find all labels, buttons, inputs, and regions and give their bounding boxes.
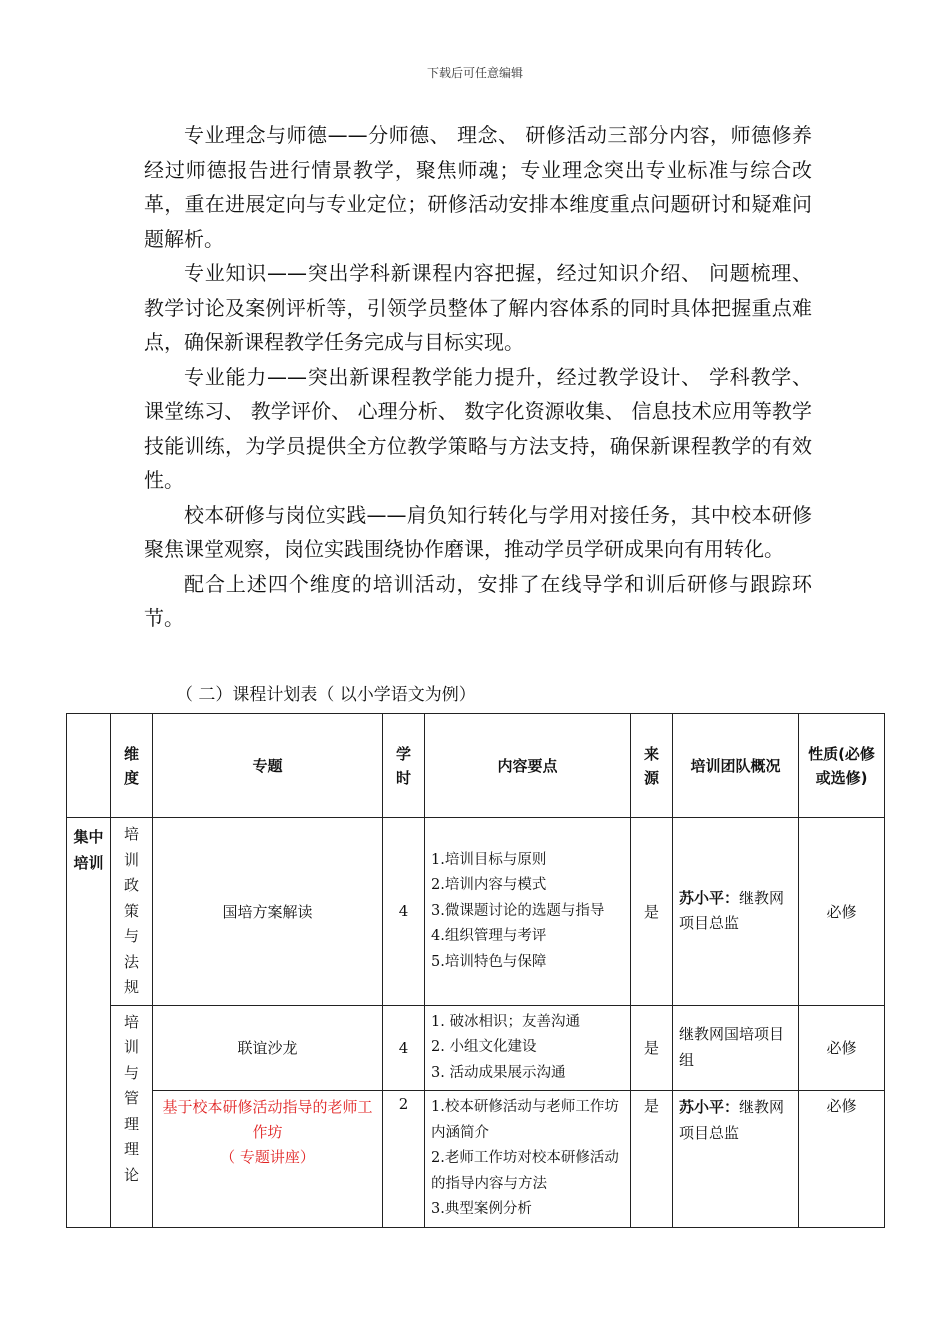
table-row (67, 818, 885, 1006)
paragraph-practice: 校本研修与岗位实践——肩负知行转化与学用对接任务，其中校本研修聚焦课堂观察，岗位实践围绕协作磨课，推动学员学研成果向有用转化。 (144, 502, 812, 561)
table-row (67, 1005, 885, 1091)
content-item: 1.校本研修活动与老师工作坊内涵简介 (431, 1099, 619, 1141)
team-cell (673, 818, 799, 1006)
topic-cell: 国培方案解读 (153, 818, 383, 1006)
topic-title: 基于校本研修活动指导的老师工作坊 (162, 1098, 373, 1141)
content-item: 3.微课题讨论的选题与指导 (431, 902, 605, 919)
header-category (67, 714, 111, 818)
body-text (144, 118, 812, 636)
header-content: 内容要点 (425, 714, 631, 818)
hours-cell: 2 (383, 1091, 425, 1228)
team-desc: 继教网项目总监 (679, 1098, 785, 1142)
paragraph-ability: 专业能力——突出新课程教学能力提升，经过教学设计、 学科教学、 课堂练习、 教学评价、 心理分析、 数字化资源收集、 信息技术应用等教学技能训练，为学员提供全方位教学策略与方法支持，确保新课程教学的有效性。 (144, 364, 812, 492)
team-cell: 继教网国培项目组 (673, 1005, 799, 1091)
header-nature: 性质(必修或选修) (799, 714, 885, 818)
content-item: 1.培训目标与原则 (431, 851, 547, 868)
hours-cell: 4 (383, 818, 425, 1006)
header-hours: 学时 (383, 714, 425, 818)
nature-cell: 必修 (799, 1005, 885, 1091)
dimension-cell: 培训政策与法规 (111, 818, 153, 1006)
header-team: 培训团队概况 (673, 714, 799, 818)
header-topic: 专题 (153, 714, 383, 818)
content-item: 4.组织管理与考评 (431, 928, 547, 944)
topic-cell (153, 1091, 383, 1228)
content-item: 5.培训特色与保障 (431, 953, 547, 970)
header-source: 来源 (631, 714, 673, 818)
content-cell (425, 1005, 631, 1091)
content-item: 1. 破冰相识；友善沟通 (431, 1013, 580, 1030)
header-note: 下载后可任意编辑 (426, 66, 523, 80)
source-cell: 是 (631, 1005, 673, 1091)
hours-cell: 4 (383, 1005, 425, 1091)
section-heading: （ 二）课程计划表（ 以小学语文为例） (176, 685, 476, 705)
table-row (67, 1091, 885, 1228)
paragraph-summary: 配合上述四个维度的培训活动，安排了在线导学和训后研修与跟踪环节。 (144, 571, 812, 630)
team-name: 苏小平： (679, 1098, 740, 1116)
nature-cell: 必修 (799, 1091, 885, 1228)
table-header-row (67, 714, 885, 818)
topic-cell: 联谊沙龙 (153, 1005, 383, 1091)
content-item: 2. 小组文化建设 (431, 1039, 537, 1055)
content-cell (425, 1091, 631, 1228)
dimension-cell: 培训与管理理论 (111, 1005, 153, 1227)
paragraph-ethics: 专业理念与师德——分师德、 理念、 研修活动三部分内容，师德修养经过师德报告进行情景教学，聚焦师魂；专业理念突出专业标准与综合改革，重在进展定向与专业定位；研修活动安排本维度重点问题研讨和疑难问题解析。 (144, 123, 812, 251)
course-plan-table (66, 713, 885, 1228)
nature-cell: 必修 (799, 818, 885, 1006)
header-dimension: 维度 (111, 714, 153, 818)
category-cell: 集中培训 (67, 818, 111, 1228)
content-item: 3. 活动成果展示沟通 (431, 1064, 566, 1081)
content-cell (425, 818, 631, 1006)
source-cell: 是 (631, 1091, 673, 1228)
paragraph-knowledge: 专业知识——突出学科新课程内容把握，经过知识介绍、 问题梳理、 教学讨论及案例评析等，引领学员整体了解内容体系的同时具体把握重点难点，确保新课程教学任务完成与目标实现。 (144, 261, 812, 354)
team-desc: 继教网项目总监 (679, 888, 785, 933)
topic-subtitle: （ 专题讲座） (220, 1148, 315, 1166)
team-cell (673, 1091, 799, 1228)
content-item: 3.典型案例分析 (431, 1201, 532, 1217)
source-cell: 是 (631, 818, 673, 1006)
content-item: 2.老师工作坊对校本研修活动的指导内容与方法 (431, 1150, 619, 1192)
content-item: 2.培训内容与模式 (431, 877, 547, 893)
team-name: 苏小平： (679, 888, 740, 907)
